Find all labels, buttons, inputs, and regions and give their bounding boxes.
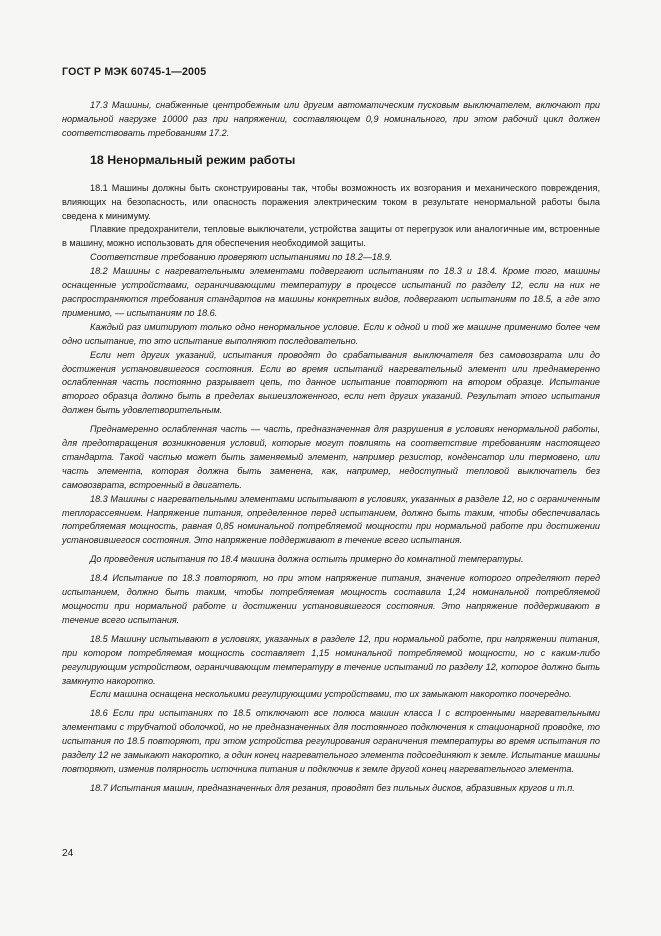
document-header: ГОСТ Р МЭК 60745-1—2005 [62, 66, 207, 78]
section-heading: 18 Ненормальный режим работы [90, 152, 296, 167]
paragraph-18-1: 18.1 Машины должны быть сконструированы так, чтобы возможность их возгорания и механического повреждения, влияющих на безопасность, или опасность поражения электрическим током в результате ненормальной работы была сведена к минимуму. [62, 182, 600, 221]
paragraph-18-7: 18.7 Испытания машин, предназначенных для резания, проводят без пильных дисков, абразивных кругов и т.п. [90, 782, 575, 793]
page-number: 24 [62, 848, 74, 859]
paragraph-18-4: 18.4 Испытание по 18.3 повторяют, но при этом напряжение питания, значение которого определяют перед испытанием, должно быть таким, чтобы потребляемая мощность составила 1,24 номинальной потребляемой мощности при нормальной работе и достижении установившегося состояния. Это напряжение поддерживают в течение всего испытания. [62, 573, 600, 625]
paragraph-18-5: 18.5 Машину испытывают в условиях, указанных в разделе 12, при нормальной работе, при напряжении питания, при котором потребляемая мощность составляет 1,15 номинальной потребляемой мощности, но с каким-либо регулирующим устройством, ограничивающим температуру в течение испытаний по разделу 12, которое должно быть замкнуто накоротко. [62, 633, 600, 686]
paragraph-test-duration: Если нет других указаний, испытания проводят до срабатывания выключателя без самовозврата или до достижения установившегося состояния. Если во время испытаний нагревательный элемент или преднамеренно ослабленная часть постоянно разрывает цепь, то данное испытание повторяют на втором образце. Испытание второго образца должно быть в пределах вышеизложенного, если нет других указаний. Результат этого испытания должен быть удовлетворительным. [62, 349, 600, 416]
paragraph-single-condition: Каждый раз имитируют только одно ненормальное условие. Если к одной и той же машине применимо более чем одно испытание, то это испытание выполняют последовательно. [62, 321, 600, 346]
paragraph-18-3: 18.3 Машины с нагревательными элементами испытывают в условиях, указанных в разделе 12, но с ограниченным теплорассеянием. Напряжение питания, определенное перед испытанием, должно быть таким, чтобы обеспечивалась потребляемая мощность, равная 0,85 номинальной потребляемой мощности при нормальной работе при достижении установившегося состояния. Это напряжение поддерживают в течение всего испытания. [62, 493, 600, 546]
paragraph-18-2: 18.2 Машины с нагревательными элементами подвергают испытаниям по 18.3 и 18.4. Кроме того, машины оснащенные устройствами, ограничивающими температуру в процессе испытаний по разделу 12, если на них не распространяются требования стандартов на машины конкретных видов, подвергают испытаниям по 18.5, а где это применимо, — испытаниям по 18.6. [62, 266, 600, 318]
paragraph-18-6: 18.6 Если при испытаниях по 18.5 отключают все полюса машин класса I с встроенными нагревательными элементами с трубчатой оболочкой, но не предназначенных для постоянного подключения к стационарной проводке, то испытания по 18.5 повторяют, при этом устройства регулирования ограничения температуры во время испытания по разделу 12 не замыкают накоротко, а один конец нагревательного элемента подсоединяют к земле. Испытание машины повторяют, изменив полярность источника питания и подключив к земле другой конец нагревательного элемента. [62, 708, 600, 774]
paragraph-weak-part: Преднамеренно ослабленная часть — часть, предназначенная для разрушения в условиях ненормальной работы, для предотвращения возникновения условий, которые могут повлиять на соответствие требованиям настоящего стандарта. Такой частью может быть заменяемый элемент, например резистор, конденсатор или термовено, или часть элемента, которая должна быть заменена, как, например, недоступный тепловой выключатель без самовозврата, встроенный в двигатель. [62, 424, 600, 490]
paragraph-multiple-devices: Если машина оснащена несколькими регулирующими устройствами, то их замыкают накоротко поочередно. [90, 689, 572, 700]
paragraph-compliance: Соответствие требованию проверяют испытаниями по 18.2—18.9. [90, 252, 393, 263]
paragraph-17-3: 17.3 Машины, снабженные центробежным или другим автоматическим пусковым выключателем, включают при нормальной нагрузке 10000 раз при напряжении, составляющем 0,9 номинального, при этом рабочий цикл должен соответствовать требованиям 17.2. [62, 100, 600, 138]
document-body [62, 99, 600, 796]
paragraph-fuses: Плавкие предохранители, тепловые выключатели, устройства защиты от перегрузок или аналогичные им, встроенные в машину, можно использовать для обеспечения необходимой защиты. [62, 224, 600, 249]
paragraph-cooling: До проведения испытания по 18.4 машина должна остыть примерно до комнатной температуры. [90, 554, 524, 565]
